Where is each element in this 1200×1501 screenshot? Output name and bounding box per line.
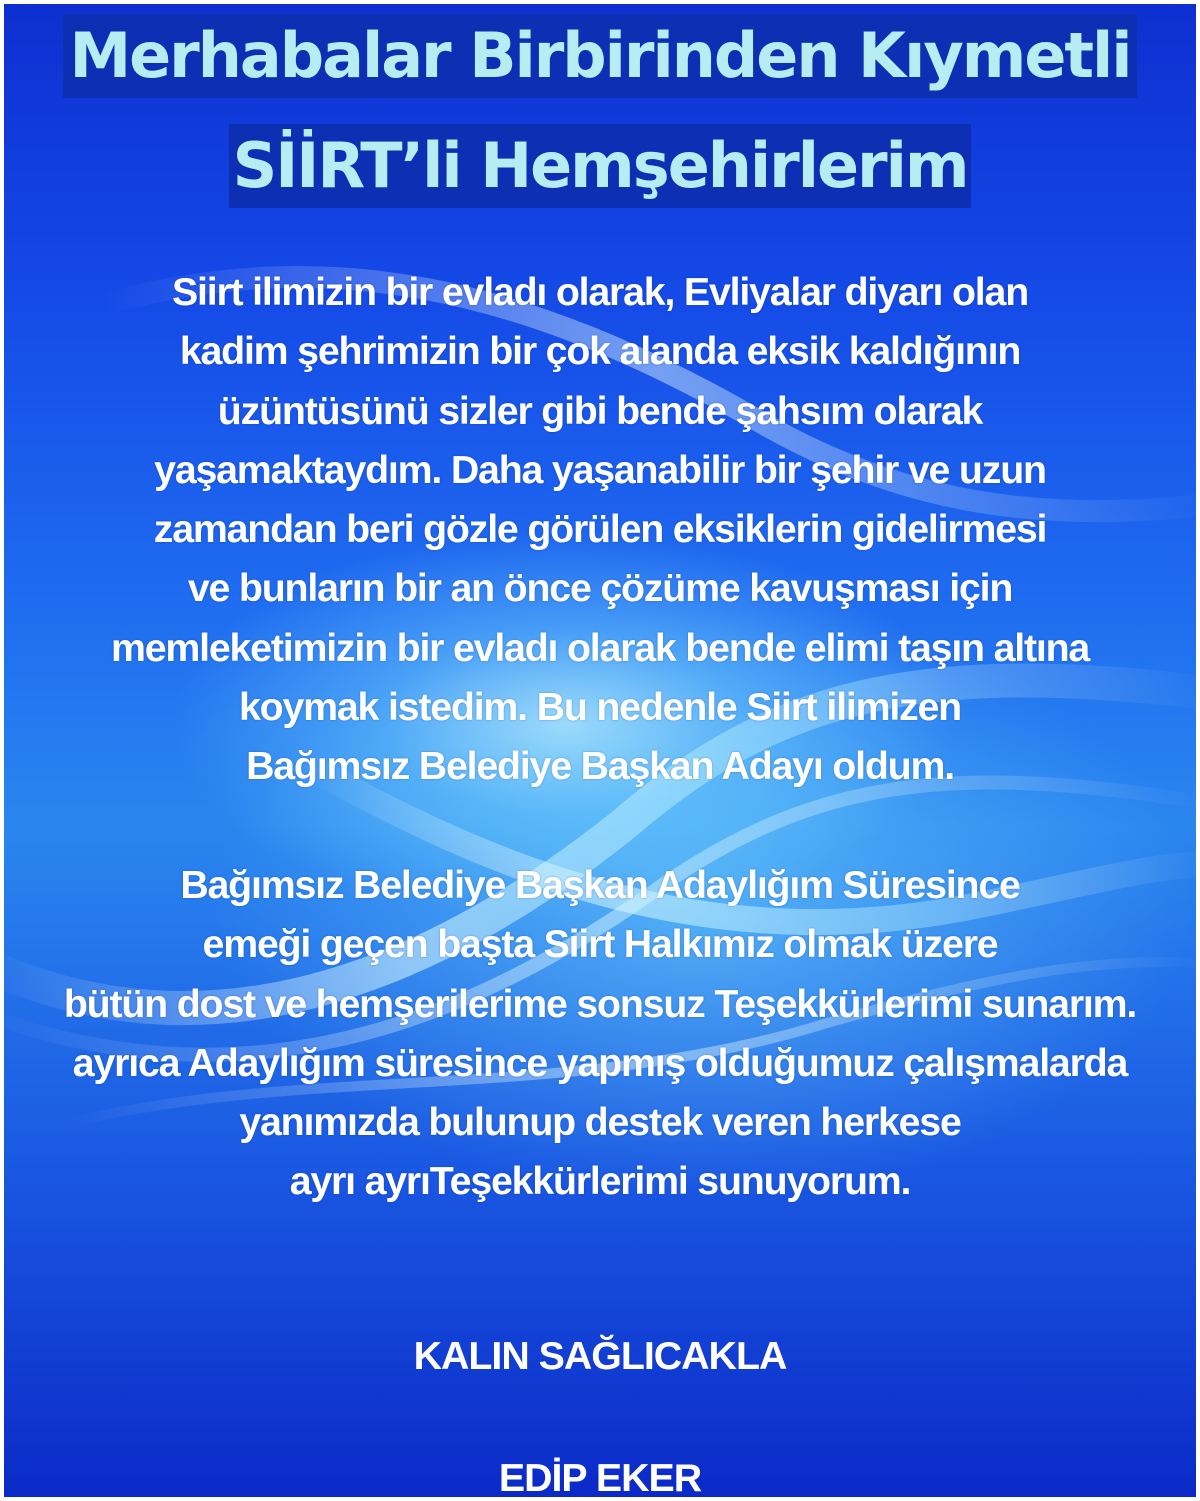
heading-line-2 [4, 124, 1196, 208]
paragraph-line: ayrı ayrıTeşekkürlerimi sunuyorum. [289, 1159, 911, 1204]
message-paragraph-2 [4, 856, 1196, 1212]
paragraph-line: kadim şehrimizin bir çok alanda eksik kaldığının [179, 329, 1021, 374]
paragraph-line: bütün dost ve hemşerilerime sonsuz Teşekkürlerimi sunarım. [63, 981, 1137, 1026]
paragraph-line: Bağımsız Belediye Başkan Adaylığım Süresince [180, 863, 1020, 907]
paragraph-line: zamandan beri gözle görülen eksiklerin gidelirmesi [153, 507, 1047, 552]
paragraph-line: ve bunların bir an önce çözüme kavuşması için [187, 566, 1013, 611]
paragraph-line: koymak istedim. Bu nedenle Siirt ilimizen [239, 685, 961, 730]
paragraph-line: emeği geçen başta Siirt Halkımız olmak üzere [202, 922, 998, 967]
message-paragraph-1 [4, 263, 1196, 797]
signature-name: EDİP EKER [498, 1456, 702, 1497]
paragraph-line: Siirt ilimizin bir evladı olarak, Evliyalar diyarı olan [171, 270, 1029, 314]
announcement-poster [4, 4, 1196, 1497]
paragraph-line: üzüntüsünü sizler gibi bende şahsım olarak [217, 388, 983, 433]
paragraph-line: yaşamaktaydım. Daha yaşanabilir bir şehir ve uzun [154, 447, 1046, 492]
paragraph-line: memleketimizin bir evladı olarak bende elimi taşın altına [110, 625, 1090, 670]
closing-farewell: KALIN SAĞLICAKLA [413, 1334, 787, 1378]
paragraph-line: ayrıca Adaylığım süresince yapmış olduğumuz çalışmalarda [72, 1040, 1128, 1085]
paragraph-line: yanımızda bulunup destek veren herkese [239, 1100, 961, 1145]
heading-addressee: SİİRT’li Hemşehirlerim [229, 124, 972, 208]
paragraph-line: Bağımsız Belediye Başkan Adayı oldum. [246, 744, 954, 789]
heading-line-1 [4, 14, 1196, 98]
heading-greeting: Merhabalar Birbirinden Kıymetli [63, 14, 1136, 98]
